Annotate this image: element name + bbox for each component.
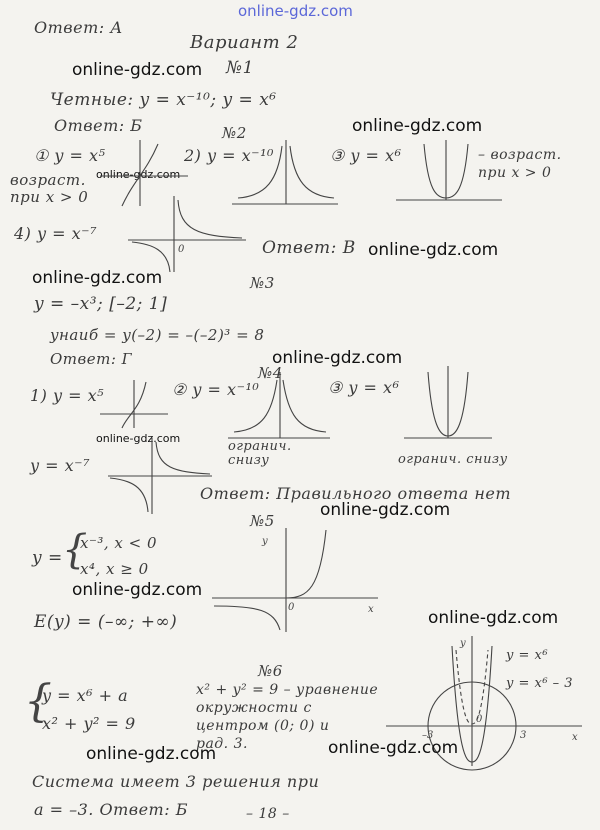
task3-calculation: yнаиб = y(–2) = –(–2)³ = 8	[50, 326, 265, 344]
watermark[interactable]: online-gdz.com	[72, 60, 203, 80]
graph-x6-task4	[404, 366, 494, 442]
task6-circle-note-3: центром (0; 0) и	[196, 718, 330, 734]
graph-x-7-task2	[128, 196, 248, 276]
watermark[interactable]: online-gdz.com	[328, 738, 459, 758]
task4-number: №4	[258, 364, 283, 382]
watermark-top[interactable]: online-gdz.com	[238, 2, 353, 20]
svg-text:0: 0	[476, 714, 483, 725]
task3-function: y = –x³; [–2; 1]	[34, 294, 168, 314]
svg-text:0: 0	[178, 244, 185, 255]
task4-answer: Ответ: Правильного ответа нет	[200, 484, 512, 503]
task6-number: №6	[258, 662, 283, 680]
graph-task5	[212, 526, 382, 634]
svg-text:–3: –3	[422, 730, 434, 741]
task6-circle-note-1: x² + y² = 9 – уравнение	[196, 682, 379, 698]
watermark[interactable]: online-gdz.com	[86, 744, 217, 764]
task3-number: №3	[250, 274, 275, 292]
task1-answer: Ответ: Б	[54, 116, 143, 135]
task2-graph1-note: возраст. при x > 0	[10, 171, 89, 206]
task5-system-bottom: x⁴, x ≥ 0	[80, 560, 149, 578]
svg-text:x: x	[368, 604, 374, 615]
task6-graph-label-1: y = x⁶	[506, 648, 549, 663]
watermark[interactable]: online-gdz.com	[320, 500, 451, 520]
task4-graph2-note: огранич. снизу	[228, 439, 292, 468]
watermark[interactable]: online-gdz.com	[428, 608, 559, 628]
task5-system-top: x⁻³, x < 0	[80, 534, 158, 552]
task4-graph1-formula: 1) y = x⁵	[30, 386, 105, 405]
task2-graph3-formula: ③ y = x⁶	[330, 146, 402, 165]
svg-text:x: x	[572, 732, 578, 743]
watermark[interactable]: online-gdz.com	[72, 580, 203, 600]
task2-answer: Ответ: В	[262, 238, 356, 258]
task1-even-functions: Четные: y = x⁻¹⁰; y = x⁶	[50, 90, 277, 110]
svg-text:3: 3	[520, 730, 527, 741]
task6-conclusion: Система имеет 3 решения при	[32, 772, 320, 791]
task6-circle-note-2: окружности с	[196, 700, 312, 716]
graph-x-10-task4	[228, 372, 332, 442]
task3-answer: Ответ: Г	[50, 350, 133, 368]
task4-graph3-note: огранич. снизу	[398, 452, 508, 467]
task6-system-top: y = x⁶ + a	[42, 686, 129, 705]
task1-number: №1	[226, 58, 254, 78]
graph-x-7-task4	[108, 438, 214, 516]
svg-text:y: y	[262, 536, 268, 547]
watermark[interactable]: online-gdz.com	[96, 432, 181, 445]
task5-number: №5	[250, 512, 275, 530]
variant-title: Вариант 2	[190, 32, 299, 53]
task6-circle-note-4: рад. 3.	[196, 736, 248, 752]
task5-y-label: y =	[32, 548, 63, 568]
watermark[interactable]: online-gdz.com	[272, 348, 403, 368]
graph-x5-task4	[100, 380, 170, 430]
watermark[interactable]: online-gdz.com	[352, 116, 483, 136]
task6-brace: {	[24, 676, 53, 727]
task4-graph4-formula: y = x⁻⁷	[30, 456, 90, 475]
task2-graph3-note: – возраст. при x > 0	[478, 147, 562, 181]
task5-range: E(y) = (–∞; +∞)	[34, 612, 178, 632]
task6-answer: a = –3. Ответ: Б	[34, 800, 188, 819]
watermark[interactable]: online-gdz.com	[96, 168, 181, 181]
watermark[interactable]: online-gdz.com	[368, 240, 499, 260]
svg-text:0: 0	[288, 602, 295, 613]
page-number: – 18 –	[246, 806, 290, 822]
task2-graph4-formula: 4) y = x⁻⁷	[14, 224, 98, 243]
task6-graph-label-2: y = x⁶ – 3	[506, 676, 574, 691]
task2-graph1-formula: ① y = x⁵	[34, 146, 106, 165]
task4-graph2-formula: ② y = x⁻¹⁰	[172, 380, 260, 399]
task5-brace: {	[62, 527, 88, 573]
task6-system-bottom: x² + y² = 9	[42, 714, 136, 733]
watermark[interactable]: online-gdz.com	[32, 268, 163, 288]
previous-answer: Ответ: А	[34, 18, 123, 37]
task2-graph2-formula: 2) y = x⁻¹⁰	[184, 146, 274, 165]
task2-number: №2	[222, 124, 247, 142]
svg-text:y: y	[460, 638, 466, 649]
task4-graph3-formula: ③ y = x⁶	[328, 378, 400, 397]
